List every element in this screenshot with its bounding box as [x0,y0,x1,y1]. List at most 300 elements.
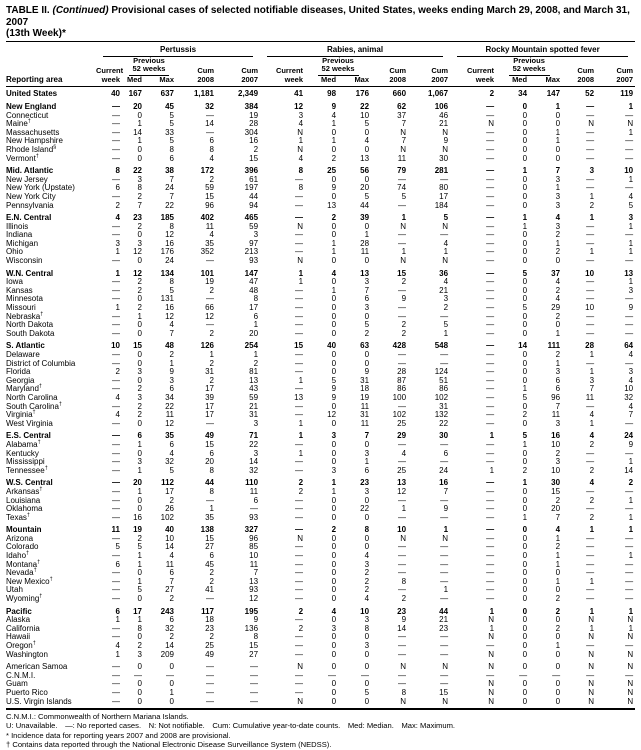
value-cell: 4 [364,594,370,604]
value-cell: N [588,679,595,689]
value-cell: 8 [364,623,370,633]
value-cell: 0 [305,698,338,710]
value-cell: 1 [628,512,634,522]
table-row [6,505,635,514]
value-cell: 2 [298,478,304,488]
value-cell: N [588,649,595,659]
table-row [6,338,635,351]
table-row [6,420,635,429]
value-cell: — [586,328,595,338]
value-cell: — [440,679,449,689]
value-cell: — [295,401,304,411]
value-cell: — [398,649,407,659]
value-cell: 11 [551,410,561,420]
value-cell: 13 [360,153,370,163]
value-cell: 22 [133,166,142,176]
value-cell: 16 [249,136,259,146]
value-cell: 2 [169,632,174,642]
value-cell: — [586,542,595,552]
value-cell: 0 [331,559,337,569]
value-cell: N [627,662,634,672]
value-cell: 106 [434,101,449,111]
value-cell: — [398,303,407,313]
value-cell: 2 [209,358,214,368]
value-cell: — [398,495,407,505]
value-cell: — [295,495,304,505]
value-cell: N [588,119,595,129]
value-cell: 2 [137,384,142,394]
value-cell: — [586,230,595,240]
value-cell: — [112,418,120,428]
value-cell: 0 [522,632,528,642]
footnote: † Contains data reported through the National Electronic Disease Surveillance System (NEDSS). [6,739,332,749]
table-row [6,351,635,360]
value-cell: 3 [137,649,142,659]
value-cell: 0 [331,256,337,266]
value-cell: 3 [364,448,370,458]
value-cell: 7 [401,119,407,129]
table-row [6,394,635,403]
value-cell: — [486,350,495,359]
value-cell: 48 [165,341,174,351]
value-cell: 7 [628,410,634,420]
value-cell: — [112,478,120,488]
value-cell: 31 [249,410,259,420]
table-row [6,377,635,386]
value-cell: N [442,221,449,231]
value-cell: 94 [249,200,259,210]
value-cell: 1 [522,439,528,449]
value-cell: — [112,358,120,368]
value-cell: 3 [555,367,561,377]
table-row [6,522,635,535]
table-row [6,193,635,202]
value-cell: 48 [249,285,259,295]
value-cell: 27 [165,585,174,595]
value-cell: 0 [331,328,337,338]
value-cell: — [328,670,337,680]
table-title [6,5,635,42]
value-cell: 0 [338,698,371,710]
value-cell: 0 [364,350,370,359]
value-cell: — [112,623,120,633]
value-cell: 0 [331,401,337,411]
value-cell: 134 [160,268,174,278]
value-cell: 19 [360,392,370,402]
value-cell: 12 [165,418,174,428]
value-cell: 30 [551,478,561,488]
value-cell: 0 [331,448,337,458]
value-cell: 2 [364,585,370,595]
value-cell: 0 [137,350,142,359]
value-cell: 2 [209,576,214,586]
value-cell: 45 [205,559,214,569]
value-cell: — [486,504,495,514]
value-cell: — [398,542,407,552]
table-row [6,659,635,672]
value-cell: 111 [547,341,561,351]
value-cell: 117 [201,606,214,616]
value-cell: — [586,294,595,304]
reporting-area-cell: New York City [6,191,56,201]
value-cell: 5 [364,191,370,201]
value-cell: 2 [298,623,304,633]
value-cell: — [440,350,449,359]
cum-2007-header: Cum 2007 [216,57,260,87]
value-cell: 1 [589,606,595,616]
table-title-continued: (Continued) [52,5,109,16]
value-cell: — [440,649,449,659]
value-cell: 0 [331,533,337,543]
value-cell: 14 [397,623,407,633]
value-cell: 37 [551,268,561,278]
value-cell: — [295,465,304,475]
reporting-area-cell: Minnesota [6,294,43,304]
value-cell: 0 [331,457,337,467]
value-cell: 4 [331,268,337,278]
value-cell: 3 [364,277,370,287]
value-cell: 0 [331,687,337,697]
value-cell: N [450,698,496,710]
value-cell: 1 [209,350,214,359]
value-cell: — [486,256,495,266]
value-cell: 132 [434,410,449,420]
value-cell: 5 [443,213,449,223]
value-cell: — [112,632,120,642]
value-cell: 0 [522,525,528,535]
cum-2007-header: Cum 2007 [408,57,450,87]
value-cell: 281 [434,166,449,176]
value-cell: 4 [589,478,595,488]
reporting-area-cell: Virginia† [6,409,36,420]
value-cell: 9 [331,183,337,193]
value-cell: — [625,568,634,578]
value-cell: 3 [443,294,449,304]
value-cell: 0 [522,457,528,467]
value-cell: 8 [209,465,214,475]
value-cell: 4 [364,136,370,146]
value-cell: — [625,542,634,552]
value-cell: 0 [331,632,337,642]
value-cell: — [486,110,495,120]
table-row [6,287,635,296]
value-cell: 9 [253,615,259,625]
value-cell: N [588,687,595,697]
value-cell: 0 [555,110,561,120]
value-cell: — [295,367,304,377]
value-cell: — [586,457,595,467]
reporting-area-cell: New Hampshire [6,136,63,146]
value-cell: 6 [555,384,561,394]
value-cell: — [398,285,407,295]
value-cell: 44 [205,478,214,488]
reporting-area-cell: United States [6,89,58,99]
value-cell: 12 [249,594,259,604]
value-cell: 4 [628,375,634,385]
value-cell: 3 [137,457,142,467]
value-cell: 1 [137,551,142,561]
reporting-area-cell: Illinois [6,221,29,231]
value-cell: 0 [331,576,337,586]
value-cell: — [112,221,120,231]
value-cell: 3 [137,174,142,184]
value-cell: 8 [169,277,174,287]
value-cell: 1 [298,418,304,428]
value-cell: 0 [522,687,528,697]
value-cell: 2 [364,576,370,586]
value-cell: 1 [555,127,561,137]
value-cell: N [488,119,495,129]
value-cell: — [486,268,495,278]
value-cell: 0 [522,615,528,625]
value-cell: — [586,221,595,231]
value-cell: 0 [137,495,142,505]
value-cell: 37 [397,110,407,120]
table-row [6,411,635,420]
value-cell: — [486,478,495,488]
value-cell: — [625,136,634,146]
value-cell: 6 [115,559,120,569]
value-cell: 28 [360,238,370,248]
value-cell: 4 [628,191,634,201]
value-cell: 6 [364,465,370,475]
value-cell: — [586,144,595,154]
value-cell: 13 [327,200,337,210]
value-cell: 4 [115,641,120,650]
value-cell: 4 [555,525,561,535]
value-cell: 1 [298,375,304,385]
reporting-area-cell: Maryland† [6,383,42,394]
value-cell: — [486,136,495,146]
value-cell: 0 [522,358,528,368]
value-cell: 87 [397,375,407,385]
value-cell: 96 [551,392,561,402]
value-cell: 25 [327,166,337,176]
reporting-area-cell: Connecticut [6,110,49,120]
value-cell: 0 [522,191,528,201]
value-cell: — [398,200,407,210]
value-cell: 4 [589,410,595,420]
table-row [6,569,635,578]
value-cell: 2 [555,350,561,359]
value-cell: 0 [522,174,528,184]
value-cell: — [112,439,120,449]
value-cell: 9 [628,439,634,449]
value-cell: 17 [249,303,259,313]
value-cell: 3 [555,457,561,467]
value-cell: — [486,568,495,578]
value-cell: 2 [555,311,561,321]
value-cell: 20 [133,478,142,488]
disease-group-header [450,42,635,57]
value-cell: 14 [518,341,528,351]
value-cell: — [206,662,214,672]
value-cell: N [488,687,495,697]
value-cell: 11 [249,559,259,569]
table-row [6,633,635,642]
table-row [6,99,635,112]
value-cell: 1 [443,328,449,338]
reporting-area-cell: Kansas [6,285,33,295]
value-cell: 2,349 [238,89,259,99]
value-cell: — [295,525,304,535]
reporting-area-cell: Indiana [6,230,33,240]
value-cell: 384 [244,101,259,111]
value-cell: 0 [331,662,337,672]
value-cell: 1,181 [193,89,214,99]
value-cell: 17 [205,401,214,411]
value-cell: 23 [439,623,449,633]
value-cell: 102 [434,392,449,402]
value-cell: 0 [331,594,337,604]
value-cell: — [398,568,407,578]
value-cell: 66 [205,303,214,313]
value-cell: 0 [331,615,337,625]
value-cell: — [295,303,304,313]
value-cell: — [295,311,304,321]
reporting-area-cell: C.N.M.I. [6,670,36,680]
value-cell: 12 [205,311,214,321]
disease-group-header [96,42,260,57]
disease-group-header [260,42,450,57]
value-cell: 2 [137,221,142,231]
value-cell: 6 [115,183,120,193]
value-cell: 27 [249,649,259,659]
value-cell: 3 [589,166,595,176]
value-cell: — [625,559,634,569]
value-cell: 17 [205,410,214,420]
reporting-area-cell: Nebraska† [6,310,44,321]
value-cell: — [112,277,120,287]
value-cell: — [586,641,595,650]
value-cell: N [627,119,634,129]
value-cell: — [625,110,634,120]
value-cell: — [112,568,120,578]
value-cell: — [112,119,120,129]
value-cell: 0 [331,294,337,304]
value-cell: 352 [200,247,214,257]
value-cell: 29 [397,431,407,441]
current-week-header: Current week [260,57,305,87]
value-cell: — [112,495,120,505]
value-cell: 0 [522,486,528,496]
value-cell: — [398,401,407,411]
value-cell: N [588,632,595,642]
value-cell: N [627,679,634,689]
table-row [6,535,635,544]
value-cell: 0 [522,247,528,257]
value-cell: N [488,632,495,642]
value-cell: 1 [364,457,370,467]
value-cell: 2 [555,594,561,604]
value-cell: 1 [115,268,120,278]
value-cell: 1 [555,641,561,650]
value-cell: 59 [249,392,259,402]
value-cell: — [398,358,407,368]
value-cell: — [295,679,304,689]
value-cell: 5 [169,465,174,475]
value-cell: — [586,238,595,248]
value-cell: 1 [401,213,407,223]
value-cell: 86 [397,384,407,394]
value-cell: 10 [249,551,259,561]
value-cell: — [486,166,495,176]
table-row [6,680,635,689]
value-cell: — [206,687,214,697]
value-cell: 0 [331,320,337,330]
value-cell: — [112,679,120,689]
value-cell: 3 [628,367,634,377]
value-cell: 0 [522,200,528,210]
value-cell: — [295,294,304,304]
value-cell: 126 [200,341,214,351]
table-row [6,304,635,313]
reporting-area-cell: Pennsylvania [6,200,54,210]
value-cell: 0 [522,495,528,505]
header-corner [6,42,96,57]
value-cell: 4 [298,119,304,129]
value-cell: 6 [209,448,214,458]
value-cell: 4 [555,213,561,223]
value-cell: — [486,358,495,368]
value-cell: 0 [522,375,528,385]
value-cell: 1 [628,247,634,257]
value-cell: 93 [249,256,259,266]
table-row [6,441,635,450]
value-cell: — [552,670,561,680]
value-cell: 4 [443,277,449,287]
value-cell: 1 [522,221,528,231]
value-cell: 0 [137,294,142,304]
value-cell: 0 [331,439,337,449]
reporting-area-cell: Alabama† [6,439,41,449]
value-cell: — [586,136,595,146]
value-cell: 1 [209,504,214,514]
value-cell: 2 [115,367,120,377]
value-cell: — [486,127,495,137]
value-cell: N [260,698,305,710]
value-cell: 0 [137,679,142,689]
value-cell: 0 [529,698,562,710]
value-cell: 3 [364,303,370,313]
value-cell: 8 [253,632,259,642]
value-cell: 11 [111,525,120,535]
value-cell: 5 [137,585,142,595]
value-cell: 6 [443,448,449,458]
value-cell: 17 [205,384,214,394]
value-cell: 8 [137,623,142,633]
value-cell: 1 [555,551,561,561]
value-cell: 5 [137,542,142,552]
value-cell: — [295,559,304,569]
value-cell: N [297,533,304,543]
value-cell: — [440,568,449,578]
value-cell: 40 [111,89,120,99]
value-cell: 0 [331,174,337,184]
value-cell: — [586,153,595,163]
value-cell: 0 [555,632,561,642]
value-cell: 1 [137,311,142,321]
value-cell: 2 [555,247,561,257]
value-cell: — [112,127,120,137]
value-cell: 0 [331,551,337,561]
reporting-area-cell: Massachusetts [6,127,60,137]
value-cell: 1 [331,247,337,257]
value-cell: 0 [522,649,528,659]
value-cell: 10 [551,439,561,449]
value-cell: 396 [244,166,259,176]
table-row [6,672,635,681]
